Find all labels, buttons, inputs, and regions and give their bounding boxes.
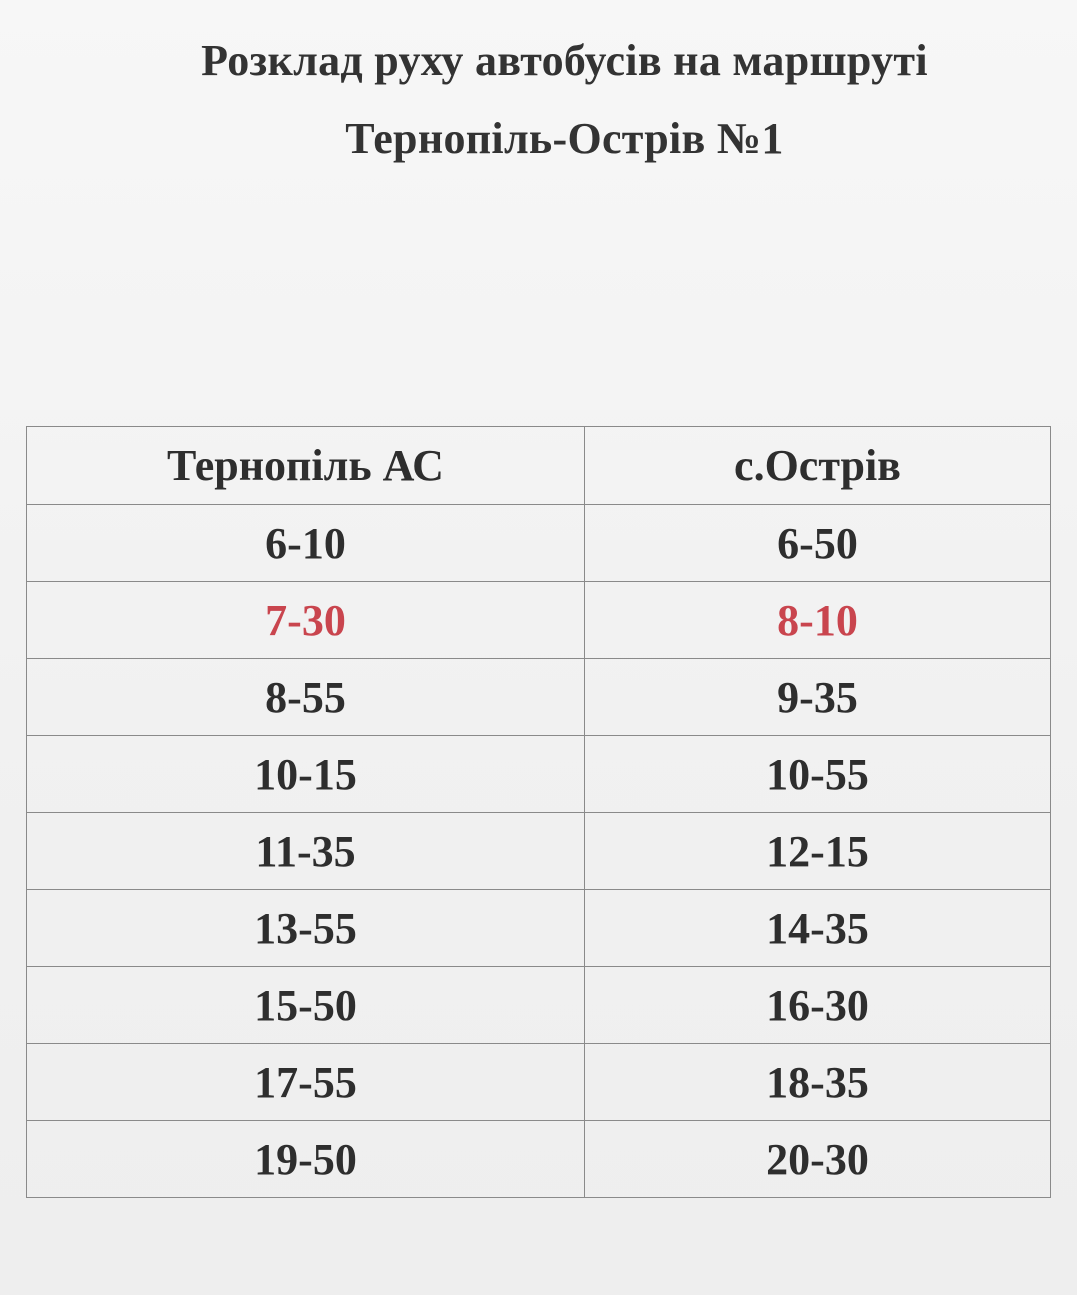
table-row <box>27 967 1051 1044</box>
departure-ostriv: 6-50 <box>585 505 1051 582</box>
table-row-highlighted <box>27 582 1051 659</box>
page-title-line-1: Розклад руху автобусів на маршруті <box>201 36 928 85</box>
table-row <box>27 505 1051 582</box>
departure-ternopil: 15-50 <box>27 967 585 1044</box>
departure-ternopil: 8-55 <box>27 659 585 736</box>
table-row <box>27 813 1051 890</box>
table-row <box>27 1044 1051 1121</box>
departure-ternopil: 11-35 <box>27 813 585 890</box>
table-row <box>27 736 1051 813</box>
departure-ternopil: 17-55 <box>27 1044 585 1121</box>
table-row <box>27 890 1051 967</box>
column-header-ternopil: Тернопіль АС <box>27 427 585 505</box>
column-header-ostriv: с.Острів <box>585 427 1051 505</box>
departure-ostriv: 16-30 <box>585 967 1051 1044</box>
bus-schedule-table <box>26 426 1051 1198</box>
departure-ostriv: 20-30 <box>585 1121 1051 1198</box>
table-row <box>27 659 1051 736</box>
departure-ostriv: 12-15 <box>585 813 1051 890</box>
departure-ternopil: 13-55 <box>27 890 585 967</box>
departure-ternopil: 10-15 <box>27 736 585 813</box>
departure-ostriv: 9-35 <box>585 659 1051 736</box>
departure-ostriv: 18-35 <box>585 1044 1051 1121</box>
departure-ostriv: 8-10 <box>585 582 1051 659</box>
table-row <box>27 1121 1051 1198</box>
departure-ternopil: 6-10 <box>27 505 585 582</box>
departure-ostriv: 10-55 <box>585 736 1051 813</box>
departure-ternopil: 19-50 <box>27 1121 585 1198</box>
page-title-line-2: Тернопіль-Острів №1 <box>345 114 784 163</box>
table-header-row <box>27 427 1051 505</box>
departure-ostriv: 14-35 <box>585 890 1051 967</box>
departure-ternopil: 7-30 <box>27 582 585 659</box>
